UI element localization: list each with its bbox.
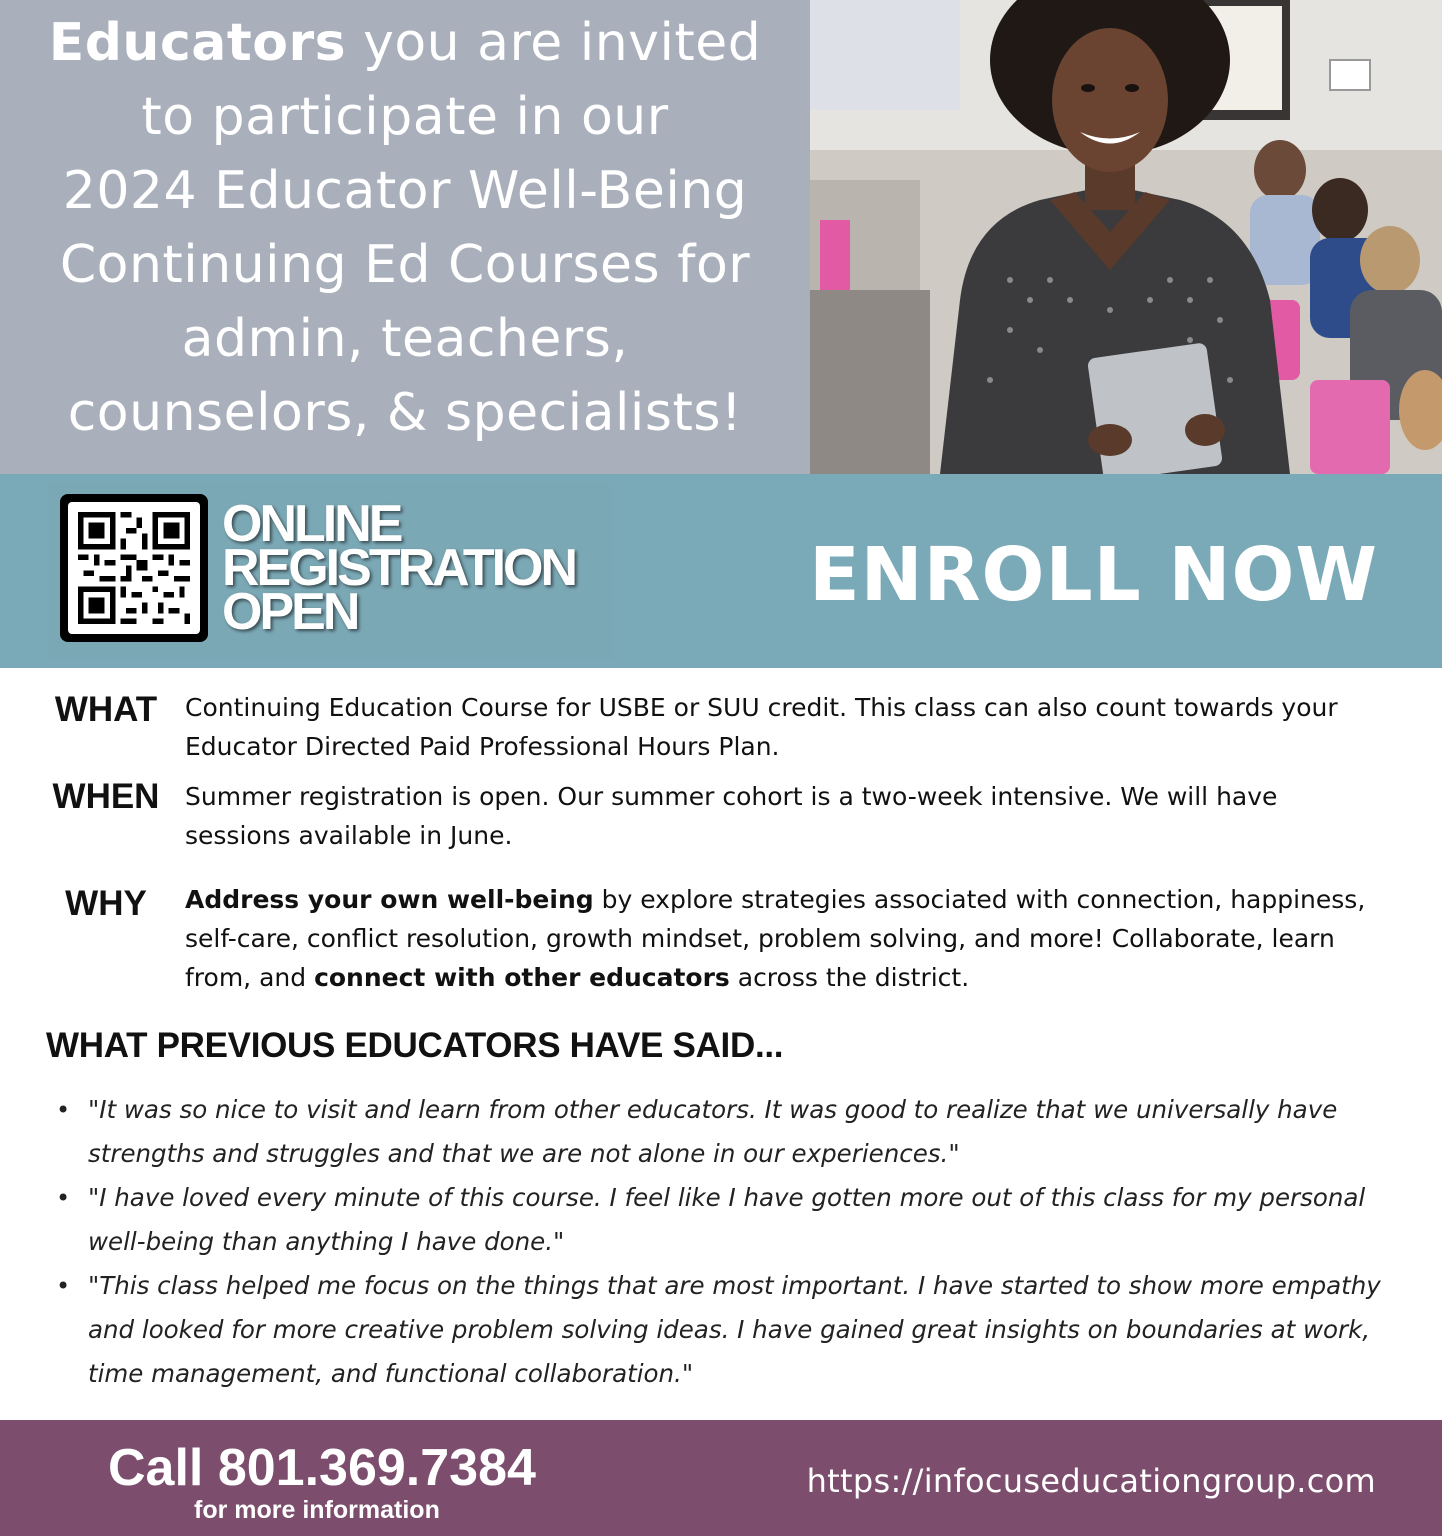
when-text: Summer registration is open. Our summer cohort is a two-week intensive. We will have sessions available in June. — [185, 782, 1278, 850]
phone-number[interactable]: Call 801.369.7384 — [108, 1439, 536, 1497]
hero-emphasis: Educators — [48, 13, 347, 73]
online-registration-open — [222, 495, 576, 641]
testimonials-list — [0, 1088, 1442, 1396]
registration-line-3: OPEN — [222, 583, 358, 641]
why-text-2: across the district. — [729, 963, 970, 992]
hero-section — [0, 0, 1442, 474]
testimonial-item — [0, 1264, 1442, 1396]
testimonial-item — [0, 1176, 1442, 1264]
why-label: WHY — [65, 884, 147, 923]
hero-line-1 — [49, 6, 762, 80]
hero-line-2: to participate in our — [141, 87, 669, 147]
enroll-now-heading: ENROLL NOW — [809, 532, 1378, 618]
testimonials-heading: WHAT PREVIOUS EDUCATORS HAVE SAID... — [46, 1026, 784, 1065]
why-emphasis-2: connect with other educators — [314, 963, 730, 992]
why-text — [185, 880, 1375, 997]
when-label: WHEN — [52, 777, 160, 816]
qr-code[interactable] — [60, 494, 208, 642]
bullet-icon: • — [56, 1272, 71, 1300]
hero-line-6: counselors, & specialists! — [67, 383, 743, 443]
bullet-icon: • — [56, 1184, 71, 1212]
testimonial-text: "This class helped me focus on the things that are most important. I have started to show more empathy and looked for more creative problem solving ideas. I have gained great insights on boundaries at work, time management, and functional collaboration." — [88, 1271, 1381, 1388]
hero-line-3: 2024 Educator Well-Being — [62, 161, 748, 221]
why-emphasis-1: Address your own well-being — [185, 885, 594, 914]
what-text: Continuing Education Course for USBE or SUU credit. This class can also count towards your Educator Directed Paid Professional Hours Plan. — [185, 693, 1338, 761]
enrollment-banner — [0, 474, 1442, 668]
why-text-1: by explore strategies associated with connection, happiness, self-care, conflict resolution, growth mindset, problem solving, and more! Collaborate, learn from, and — [185, 885, 1366, 992]
testimonial-item — [0, 1088, 1442, 1176]
hero-headline — [0, 0, 810, 474]
registration-line-1: ONLINE — [222, 495, 401, 553]
phone-caption: for more information — [194, 1496, 440, 1524]
hero-line-4: Continuing Ed Courses for — [59, 235, 751, 295]
hero-line-5: admin, teachers, — [181, 309, 629, 369]
hero-line-1-rest: you are invited — [346, 13, 762, 73]
testimonial-text: "It was so nice to visit and learn from other educators. It was good to realize that we universally have strengths and struggles and that we are not alone in our experiences." — [88, 1095, 1338, 1168]
footer-contact — [0, 1420, 1442, 1536]
bullet-icon: • — [56, 1096, 71, 1124]
what-label: WHAT — [54, 690, 158, 729]
registration-line-2: REGISTRATION — [222, 539, 576, 597]
teacher-classroom-photo — [810, 0, 1442, 474]
qr-code-icon — [78, 512, 190, 624]
website-link[interactable]: https://infocuseducationgroup.com — [806, 1462, 1376, 1500]
testimonial-text: "I have loved every minute of this course. I feel like I have gotten more out of this class for my personal well-being than anything I have done." — [88, 1183, 1366, 1256]
photo-illustration — [810, 0, 1442, 474]
